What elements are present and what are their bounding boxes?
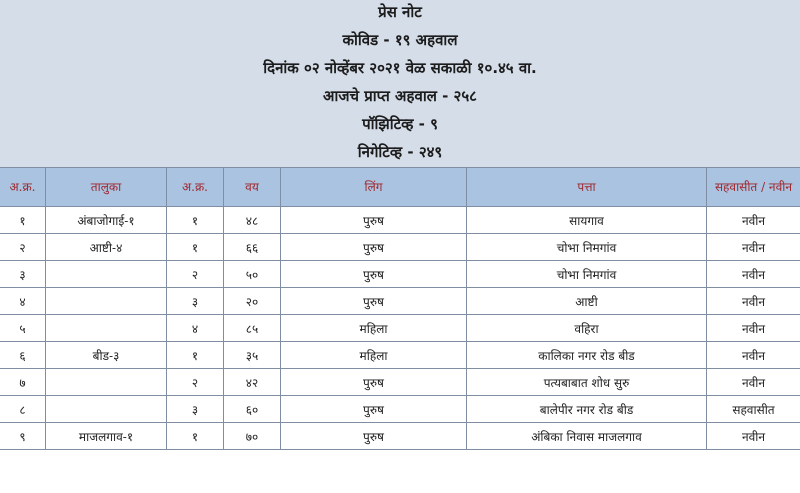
cell-serial-no: २ <box>0 234 46 261</box>
cell-contact-status: नवीन <box>707 207 800 234</box>
cell-taluka: आष्टी-४ <box>46 234 167 261</box>
column-header-taluka: तालुका <box>46 168 167 207</box>
cell-taluka <box>46 396 167 423</box>
positive-count: पॉझिटिव्ह - ९ <box>362 115 438 133</box>
cell-contact-status: सहवासीत <box>707 396 800 423</box>
cell-address: चोभा निमगांव <box>467 261 707 288</box>
column-header-age: वय <box>224 168 281 207</box>
cell-serial-no: ४ <box>0 288 46 315</box>
cell-taluka-serial-no: २ <box>167 261 224 288</box>
cell-gender: पुरुष <box>281 369 467 396</box>
table-row <box>0 423 800 450</box>
cell-taluka <box>46 261 167 288</box>
reports-received: आजचे प्राप्त अहवाल - २५८ <box>323 87 477 105</box>
cell-taluka-serial-no: ४ <box>167 315 224 342</box>
cell-address: वहिरा <box>467 315 707 342</box>
cell-gender: पुरुष <box>281 396 467 423</box>
cell-taluka-serial-no: १ <box>167 342 224 369</box>
cell-contact-status: नवीन <box>707 261 800 288</box>
cell-serial-no: ५ <box>0 315 46 342</box>
cell-serial-no: १ <box>0 207 46 234</box>
cell-serial-no: ९ <box>0 423 46 450</box>
press-note-header <box>0 0 800 168</box>
cell-taluka <box>46 315 167 342</box>
cell-gender: पुरुष <box>281 234 467 261</box>
cases-table <box>0 167 800 450</box>
cell-address: आष्टी <box>467 288 707 315</box>
cell-contact-status: नवीन <box>707 369 800 396</box>
cell-contact-status: नवीन <box>707 315 800 342</box>
cell-address: पत्यबाबात शोध सुरु <box>467 369 707 396</box>
table-row <box>0 315 800 342</box>
cell-gender: महिला <box>281 315 467 342</box>
report-title: कोविड - १९ अहवाल <box>342 31 458 49</box>
header-row <box>0 168 800 207</box>
negative-count: निगेटिव्ह - २४९ <box>357 143 443 161</box>
cell-serial-no: ३ <box>0 261 46 288</box>
column-header-address: पत्ता <box>467 168 707 207</box>
cell-gender: पुरुष <box>281 207 467 234</box>
cell-age: ४८ <box>224 207 281 234</box>
cell-contact-status: नवीन <box>707 342 800 369</box>
cell-taluka-serial-no: १ <box>167 423 224 450</box>
cell-address: सायगाव <box>467 207 707 234</box>
cell-age: ६६ <box>224 234 281 261</box>
cell-age: ४२ <box>224 369 281 396</box>
cell-age: ५० <box>224 261 281 288</box>
cell-address: चोभा निमगांव <box>467 234 707 261</box>
report-date-time: दिनांक ०२ नोव्हेंबर २०२१ वेळ सकाळी १०.४५ वा. <box>263 59 537 77</box>
cell-serial-no: ८ <box>0 396 46 423</box>
cell-gender: पुरुष <box>281 261 467 288</box>
cell-address: कालिका नगर रोड बीड <box>467 342 707 369</box>
cell-taluka: बीड-३ <box>46 342 167 369</box>
cell-taluka-serial-no: १ <box>167 234 224 261</box>
cell-taluka <box>46 369 167 396</box>
table-row <box>0 261 800 288</box>
table-row <box>0 207 800 234</box>
press-note-title: प्रेस नोट <box>378 3 422 21</box>
table-row <box>0 396 800 423</box>
table-row <box>0 234 800 261</box>
cell-age: ६० <box>224 396 281 423</box>
cell-gender: महिला <box>281 342 467 369</box>
cell-address: अंबिका निवास माजलगाव <box>467 423 707 450</box>
table-row <box>0 342 800 369</box>
cell-taluka <box>46 288 167 315</box>
cases-table-body <box>0 207 800 450</box>
cell-taluka: अंबाजोगाई-१ <box>46 207 167 234</box>
column-header-contact-status: सहवासीत / नवीन <box>707 168 800 207</box>
cell-taluka-serial-no: २ <box>167 369 224 396</box>
cell-contact-status: नवीन <box>707 234 800 261</box>
column-header-serial-no: अ.क्र. <box>0 168 46 207</box>
cell-age: ८५ <box>224 315 281 342</box>
cell-age: ३५ <box>224 342 281 369</box>
cell-serial-no: ६ <box>0 342 46 369</box>
cell-contact-status: नवीन <box>707 288 800 315</box>
cell-serial-no: ७ <box>0 369 46 396</box>
cell-address: बालेपीर नगर रोड बीड <box>467 396 707 423</box>
table-row <box>0 369 800 396</box>
cases-table-header <box>0 168 800 207</box>
column-header-taluka-serial-no: अ.क्र. <box>167 168 224 207</box>
cell-taluka-serial-no: ३ <box>167 396 224 423</box>
table-row <box>0 288 800 315</box>
cell-taluka-serial-no: १ <box>167 207 224 234</box>
cell-gender: पुरुष <box>281 288 467 315</box>
cell-age: २० <box>224 288 281 315</box>
cell-age: ७० <box>224 423 281 450</box>
cell-taluka: माजलगाव-१ <box>46 423 167 450</box>
cell-contact-status: नवीन <box>707 423 800 450</box>
column-header-gender: लिंग <box>281 168 467 207</box>
cell-taluka-serial-no: ३ <box>167 288 224 315</box>
cell-gender: पुरुष <box>281 423 467 450</box>
